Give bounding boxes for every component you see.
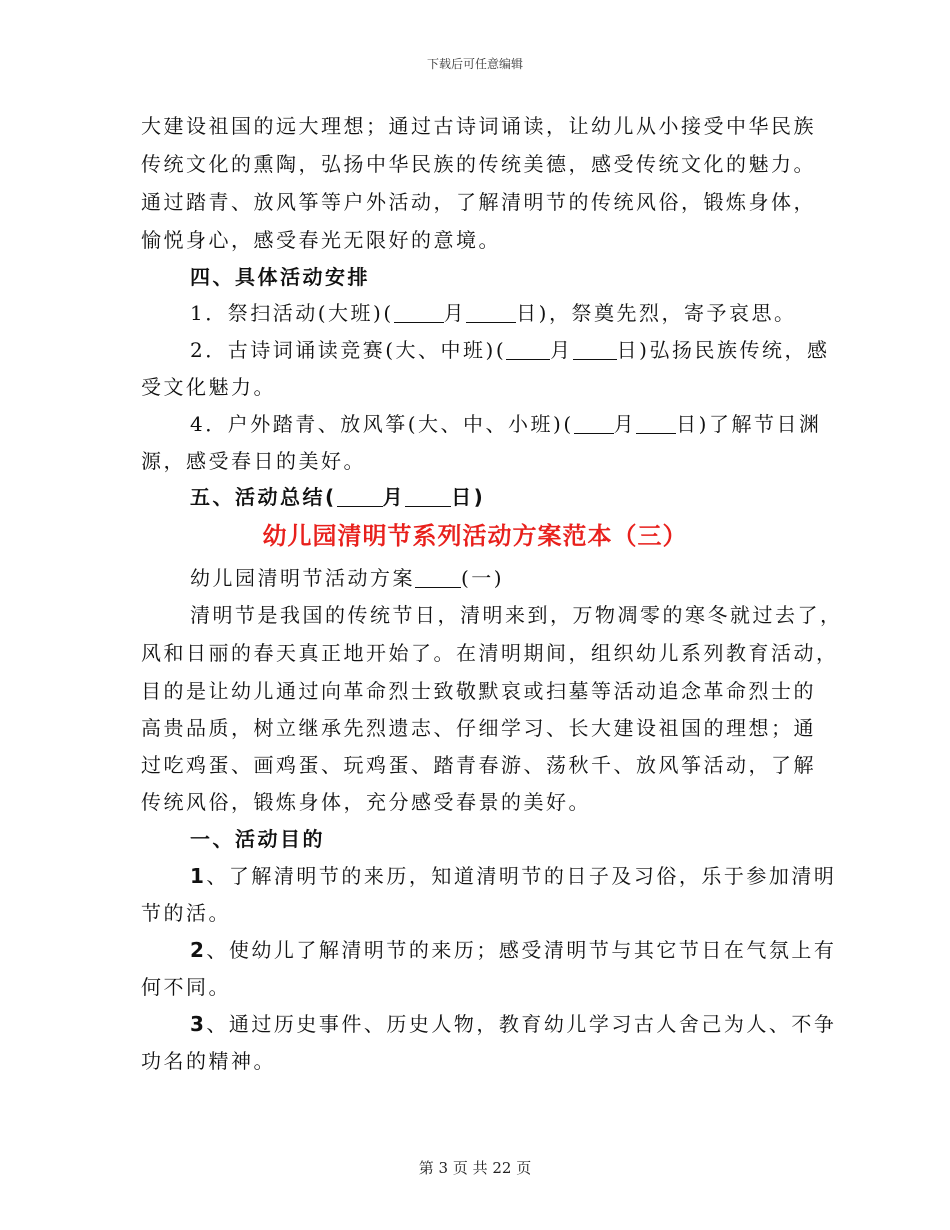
- item-text: 月: [550, 338, 573, 362]
- section-heading-goals: 一、活动目的: [190, 827, 325, 851]
- goal-number: 2: [190, 938, 207, 962]
- paragraph-line: 源，感受春日的美好。: [141, 449, 366, 473]
- date-blank: [506, 337, 550, 360]
- item-text: 日)弘扬民族传统，感: [616, 338, 830, 362]
- heading-text: 月: [382, 485, 406, 509]
- paragraph-line: 目的是让幼儿通过向革命烈士致敬默哀或扫墓等活动追念革命烈士的: [141, 679, 816, 703]
- goal-text: 、通过历史事件、历史人物，教育幼儿学习古人舍己为人、不争: [206, 1012, 837, 1036]
- document-title: 幼儿园清明节系列活动方案范本（三）: [262, 522, 688, 550]
- item-text: 月: [443, 301, 467, 325]
- paragraph-line: 受文化魅力。: [141, 375, 276, 399]
- page-number: 第 3 页 共 22 页: [418, 1159, 532, 1177]
- date-blank: [394, 300, 444, 323]
- date-blank: [466, 300, 516, 323]
- paragraph-line: 传统文化的熏陶，弘扬中华民族的传统美德，感受传统文化的魅力。: [141, 152, 816, 176]
- blank-field: [415, 565, 461, 588]
- goal-number: 3: [190, 1012, 207, 1036]
- paragraph-line: 大建设祖国的远大理想；通过古诗词诵读，让幼儿从小接受中华民族: [141, 114, 816, 138]
- item-text: 日)，祭奠先烈，寄予哀思。: [516, 301, 797, 325]
- goal-text: 、使幼儿了解清明节的来历；感受清明节与其它节日在气氛上有: [206, 938, 837, 962]
- paragraph-line: 过吃鸡蛋、画鸡蛋、玩鸡蛋、踏青春游、荡秋千、放风筝活动，了解: [141, 753, 816, 777]
- item-text: 1．祭扫活动(大班)(: [190, 301, 394, 325]
- section-heading-summary: [190, 478, 821, 516]
- date-blank: [574, 411, 614, 434]
- paragraph-line: 通过踏青、放风筝等户外活动，了解清明节的传统风俗，锻炼身体，: [141, 190, 816, 214]
- goal-item: [190, 857, 837, 895]
- plan-line: [190, 559, 821, 597]
- item-text: 日)了解节日渊: [676, 412, 822, 436]
- plan-text: 幼儿园清明节活动方案: [190, 566, 415, 590]
- heading-text: 日): [451, 485, 486, 509]
- date-blank: [405, 484, 451, 507]
- date-blank: [636, 411, 676, 434]
- goal-number: 1: [190, 864, 207, 888]
- section-heading-schedule: 四、具体活动安排: [190, 265, 370, 289]
- date-blank: [573, 337, 617, 360]
- schedule-item-2: [190, 331, 830, 369]
- item-text: 月: [613, 412, 637, 436]
- goal-item: [190, 931, 837, 969]
- schedule-item-4: [190, 405, 821, 443]
- paragraph-line: 何不同。: [141, 975, 231, 999]
- paragraph-line: 清明节是我国的传统节日，清明来到，万物凋零的寒冬就过去了，: [190, 603, 843, 627]
- paragraph-line: 愉悦身心，感受春光无限好的意境。: [141, 228, 501, 252]
- heading-text: 五、活动总结(: [190, 485, 337, 509]
- page-header-note: 下载后可任意编辑: [426, 57, 523, 71]
- paragraph-line: 传统风俗，锻炼身体，充分感受春景的美好。: [141, 790, 591, 814]
- date-blank: [337, 484, 383, 507]
- schedule-item-1: [190, 294, 821, 332]
- goal-item: [190, 1005, 837, 1043]
- paragraph-line: 功名的精神。: [141, 1049, 276, 1073]
- paragraph-line: 高贵品质，树立继承先烈遗志、仔细学习、长大建设祖国的理想；通: [141, 716, 816, 740]
- item-text: 2．古诗词诵读竞赛(大、中班)(: [190, 338, 507, 362]
- plan-text: (一): [461, 566, 505, 590]
- goal-text: 、了解清明节的来历，知道清明节的日子及习俗，乐于参加清明: [206, 864, 837, 888]
- item-text: 4．户外踏青、放风筝(大、中、小班)(: [190, 412, 574, 436]
- paragraph-line: 风和日丽的春天真正地开始了。在清明期间，组织幼儿系列教育活动，: [141, 641, 839, 665]
- paragraph-line: 节的活。: [141, 901, 231, 925]
